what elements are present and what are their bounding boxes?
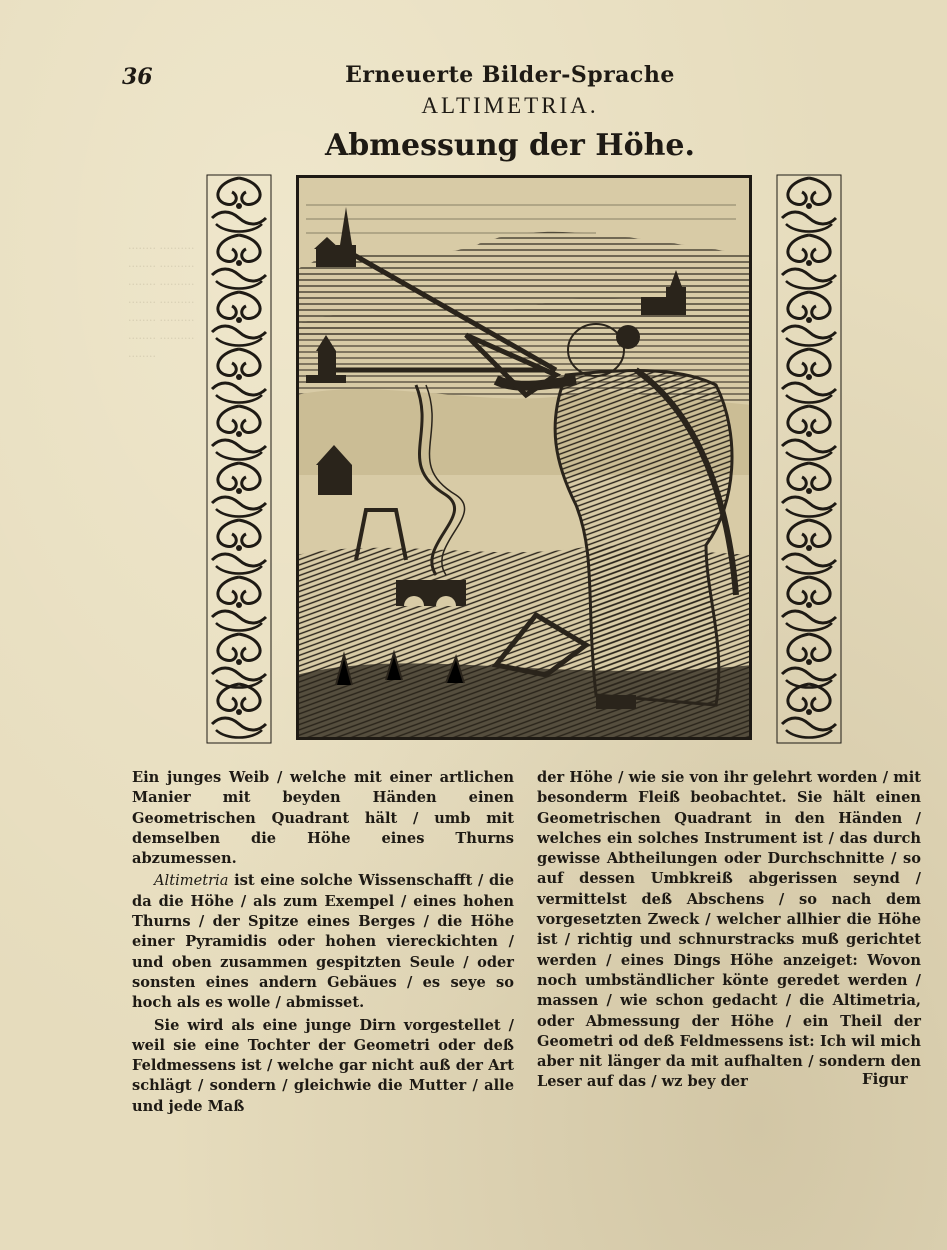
body-column-left	[132, 768, 514, 1119]
paragraph-4: der Höhe / wie sie von ihr gelehrt worden / mit besonderm Fleiß beobachtet. Sie hält einen Geometrischen Quadrant in den Händen / welches ein solches Instrument ist / das durch gewisse Abtheilungen oder Durchschnitte / so auf dessen Umbkreiß abgerissen seynd / vermittelst deß Abschens / so nach dem vorgesetzten Zweck / welcher allhier die Höhe ist / richtig und schnurstracks muß gerichtet werden / eines Dings Höhe anzeiget: Wovon noch umbständlicher könte geredet werden / massen / wie schon gedacht / die Altimetria, oder Abmessung der Höhe / ein Theil der Geometri od deß Feldmessens ist: Ich wil mich aber nit länger da mit aufhalten / sondern den Leser auf das / wz bey der	[537, 769, 921, 1091]
term-altimetria: Altimetria	[154, 872, 229, 890]
paragraph-2-text: ist eine solche Wissenschafft / die da die Höhe / als zum Exempel / eines hohen Thurns / der Spitze eines Berges / die Höhe einer Pyramidis oder hohen viereckichten / und oben zusammen gespitzten Seule / oder sonsten eines andern Gebäues / es seye so hoch als es wolle / abmisset.	[132, 872, 514, 1012]
paragraph-3: Sie wird als eine junge Dirn vorgestellet / weil sie eine Tochter der Geometri oder deß Feldmessens ist / welche gar nicht auß der Art schlägt / sondern / gleichwie die Mutter / alle und jede Maß	[132, 1016, 514, 1115]
running-title: Erneuerte Bilder-Sprache	[345, 62, 675, 88]
ornamental-border-left	[206, 174, 272, 744]
subtitle: Abmessung der Höhe.	[325, 128, 695, 163]
ornamental-border-right	[776, 174, 842, 744]
body-column-right	[537, 768, 921, 1095]
woodcut-illustration	[296, 175, 752, 740]
show-through-text: ········ ·········· ········ ·········· ········ ·········· ········ ·········· ········ ·········· ········ ·········· ········	[128, 242, 195, 363]
paragraph-1: Ein junges Weib / welche mit einer artlichen Manier mit beyden Händen einen Geometrischen Quadrant hält / umb mit demselben die Höhe eines Thurns abzumessen.	[132, 769, 514, 868]
paragraph-2	[132, 871, 514, 1013]
catchword: Figur	[862, 1070, 908, 1088]
section-title: ALTIMETRIA.	[421, 93, 599, 118]
page-number: 36	[122, 64, 153, 90]
